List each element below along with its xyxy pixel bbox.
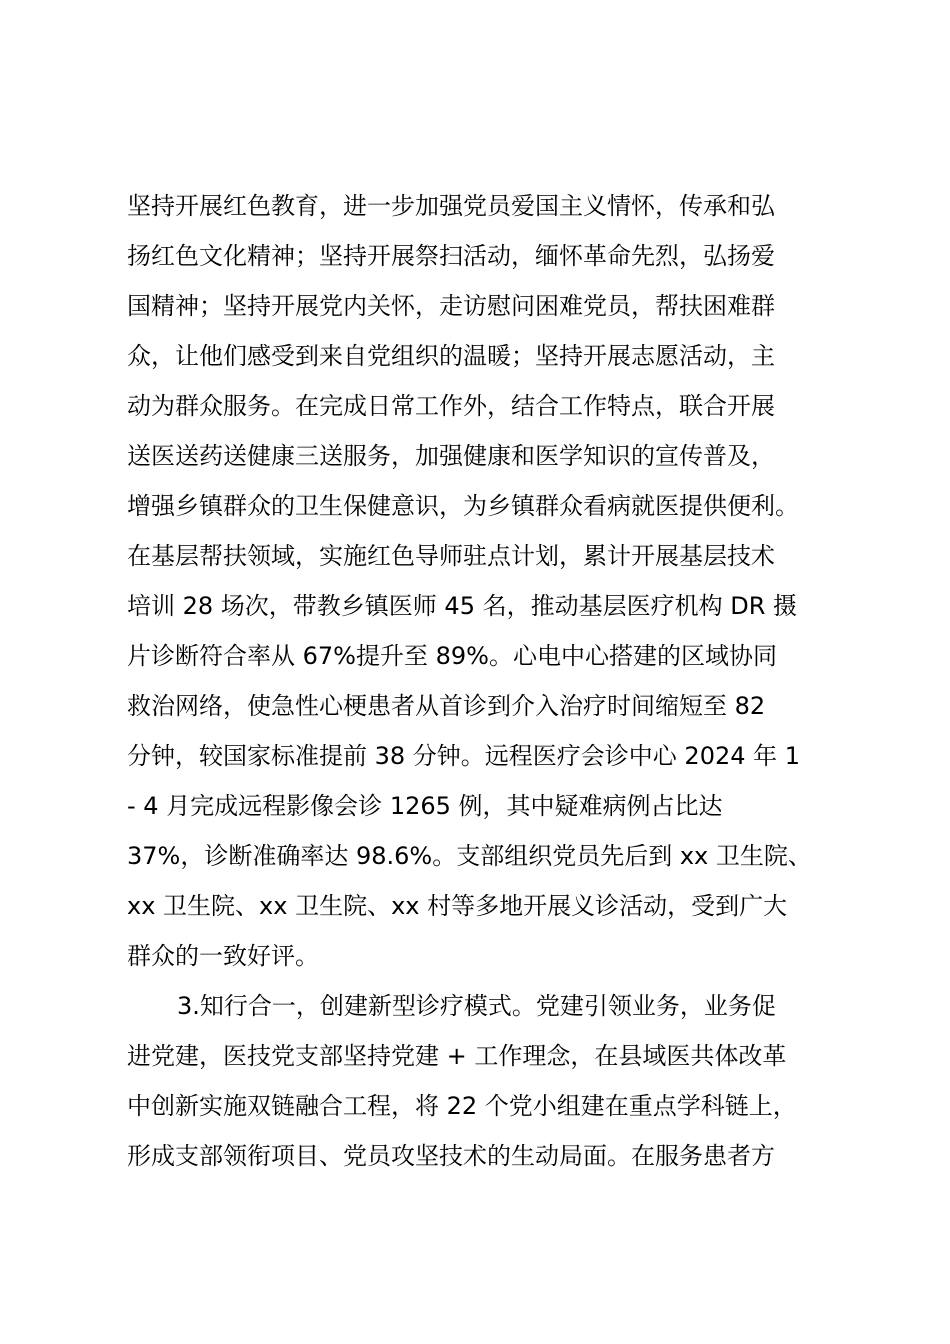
paragraph-1-line: 增强乡镇群众的卫生保健意识，为乡镇群众看病就医提供便利。 bbox=[127, 492, 799, 520]
paragraph-1-line: 送医送药送健康三送服务，加强健康和医学知识的宣传普及， bbox=[127, 442, 775, 470]
paragraph-1-line: 片诊断符合率从 67%提升至 89%。心电中心搭建的区域协同 bbox=[127, 642, 777, 670]
paragraph-1-line: - 4 月完成远程影像会诊 1265 例，其中疑难病例占比达 bbox=[127, 792, 723, 820]
paragraph-1-line: 众，让他们感受到来自党组织的温暖；坚持开展志愿活动，主 bbox=[127, 342, 775, 370]
paragraph-1-line: 在基层帮扶领域，实施红色导师驻点计划，累计开展基层技术 bbox=[127, 542, 775, 570]
paragraph-1-line: 扬红色文化精神；坚持开展祭扫活动，缅怀革命先烈，弘扬爱 bbox=[127, 242, 775, 270]
paragraph-1-line: 群众的一致好评。 bbox=[127, 942, 319, 970]
paragraph-1-line: 救治网络，使急性心梗患者从首诊到介入治疗时间缩短至 82 bbox=[127, 692, 766, 720]
paragraph-2-line: 3.知行合一，创建新型诊疗模式。党建引领业务，业务促 bbox=[177, 992, 776, 1020]
document-body bbox=[127, 181, 867, 1181]
paragraph-1-line: 培训 28 场次，带教乡镇医师 45 名，推动基层医疗机构 DR 摄 bbox=[127, 592, 798, 620]
paragraph-2-line: 进党建，医技党支部坚持党建 + 工作理念，在县域医共体改革 bbox=[127, 1042, 787, 1070]
paragraph-1-line: 分钟，较国家标准提前 38 分钟。远程医疗会诊中心 2024 年 1 bbox=[127, 742, 801, 770]
paragraph-1-line: xx 卫生院、xx 卫生院、xx 村等多地开展义诊活动，受到广大 bbox=[127, 892, 788, 920]
paragraph-1-line: 动为群众服务。在完成日常工作外，结合工作特点，联合开展 bbox=[127, 392, 775, 420]
paragraph-1-line: 国精神；坚持开展党内关怀，走访慰问困难党员，帮扶困难群 bbox=[127, 292, 775, 320]
paragraph-1-line: 37%，诊断准确率达 98.6%。支部组织党员先后到 xx 卫生院、 bbox=[127, 842, 812, 870]
paragraph-2-line: 中创新实施双链融合工程，将 22 个党小组建在重点学科链上， bbox=[127, 1092, 797, 1120]
paragraph-1-line: 坚持开展红色教育，进一步加强党员爱国主义情怀，传承和弘 bbox=[127, 192, 775, 220]
paragraph-2-line: 形成支部领衔项目、党员攻坚技术的生动局面。在服务患者方 bbox=[127, 1142, 775, 1170]
